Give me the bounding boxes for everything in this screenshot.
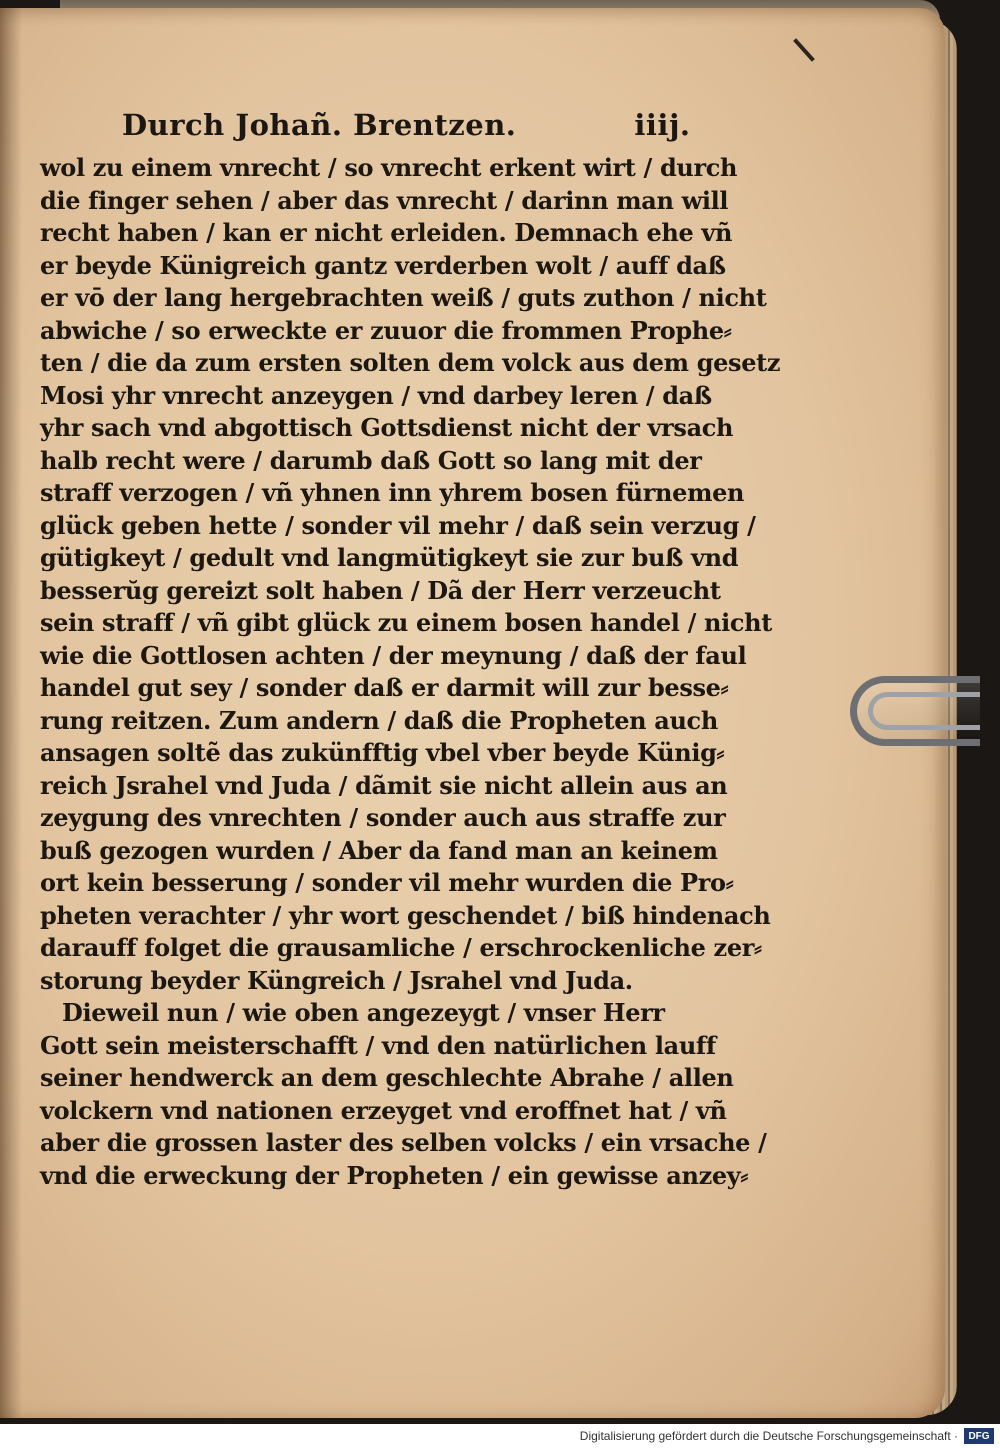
digitization-footer: [0, 1424, 1000, 1448]
text-line: yhr sach vnd abgottisch Gottsdienst nicht der vrsach: [40, 413, 734, 442]
page-text: [40, 108, 781, 1192]
text-line: abwiche / so erweckte er zuuor die frommen Prophe⸗: [40, 315, 732, 345]
text-line: wol zu einem vnrecht / so vnrecht erkent wirt / durch: [40, 153, 738, 182]
text-line: storung beyder Küngreich / Jsrahel vnd Juda.: [40, 965, 633, 995]
running-head-title: Durch Johañ. Brentzen.: [122, 108, 517, 142]
text-line: er vō der lang hergebrachten weiß / guts zuthon / nicht: [40, 283, 767, 312]
text-line: glück geben hette / sonder vil mehr / daß sein verzug /: [40, 510, 756, 540]
text-line: rung reitzen. Zum andern / daß die Propheten auch: [40, 705, 718, 735]
text-line: vnd die erweckung der Propheten / ein gewisse anzey⸗: [40, 1160, 749, 1190]
text-line: volckern vnd nationen erzeyget vnd eroffnet hat / vñ: [40, 1095, 727, 1125]
text-line: Mosi yhr vnrecht anzeygen / vnd darbey leren / daß: [40, 380, 712, 410]
running-head: [122, 108, 700, 152]
text-line: Gott sein meisterschafft / vnd den natürlichen lauff: [40, 1030, 716, 1060]
page-clip-inner: [868, 692, 980, 730]
text-line: aber die grossen laster des selben volcks / ein vrsache /: [40, 1128, 767, 1157]
text-line: recht haben / kan er nicht erleiden. Demnach ehe vñ: [40, 218, 733, 247]
text-lines: [40, 152, 781, 1192]
text-line: halb recht were / darumb daß Gott so lang mit der: [40, 445, 702, 475]
text-line: zeygung des vnrechten / sonder auch aus straffe zur: [40, 803, 726, 832]
dfg-logo-icon: DFG: [964, 1428, 994, 1444]
text-line: straff verzogen / vñ yhnen inn yhrem bosen fürnemen: [40, 478, 745, 507]
text-line: seiner hendwerck an dem geschlechte Abrahe / allen: [40, 1063, 734, 1092]
text-line: ten / die da zum ersten solten dem volck aus dem gesetz: [40, 348, 781, 377]
text-line: darauff folget die grausamliche / erschrockenliche zer⸗: [40, 933, 762, 962]
text-line: sein straff / vñ gibt glück zu einem bosen handel / nicht: [40, 608, 772, 637]
text-line: er beyde Künigreich gantz verderben wolt / auff daß: [40, 250, 726, 280]
text-line: Dieweil nun / wie oben angezeygt / vnser Herr: [62, 998, 665, 1027]
text-line: reich Jsrahel vnd Juda / dãmit sie nicht allein aus an: [40, 770, 728, 800]
text-line: ansagen soltẽ das zukünfftig vbel vber beyde Künig⸗: [40, 738, 725, 767]
spine-shadow: [0, 8, 22, 1418]
text-line: gütigkeyt / gedult vnd langmütigkeyt sie zur buß vnd: [40, 543, 739, 572]
text-line: buß gezogen wurden / Aber da fand man an keinem: [40, 835, 718, 865]
text-line: die finger sehen / aber das vnrecht / darinn man will: [40, 185, 729, 215]
text-line: wie die Gottlosen achten / der meynung / daß der faul: [40, 640, 747, 670]
text-line: pheten verachter / yhr wort geschendet / biß hindenach: [40, 900, 771, 930]
text-line: handel gut sey / sonder daß er darmit will zur besse⸗: [40, 673, 729, 702]
footer-credit: Digitalisierung gefördert durch die Deutsche Forschungsgemeinschaft ·: [579, 1429, 958, 1443]
text-line: ort kein besserung / sonder vil mehr wurden die Pro⸗: [40, 868, 734, 897]
folio-number: iiij.: [634, 108, 691, 142]
text-line: besserŭg gereizt solt haben / Dã der Herr verzeucht: [40, 575, 721, 605]
